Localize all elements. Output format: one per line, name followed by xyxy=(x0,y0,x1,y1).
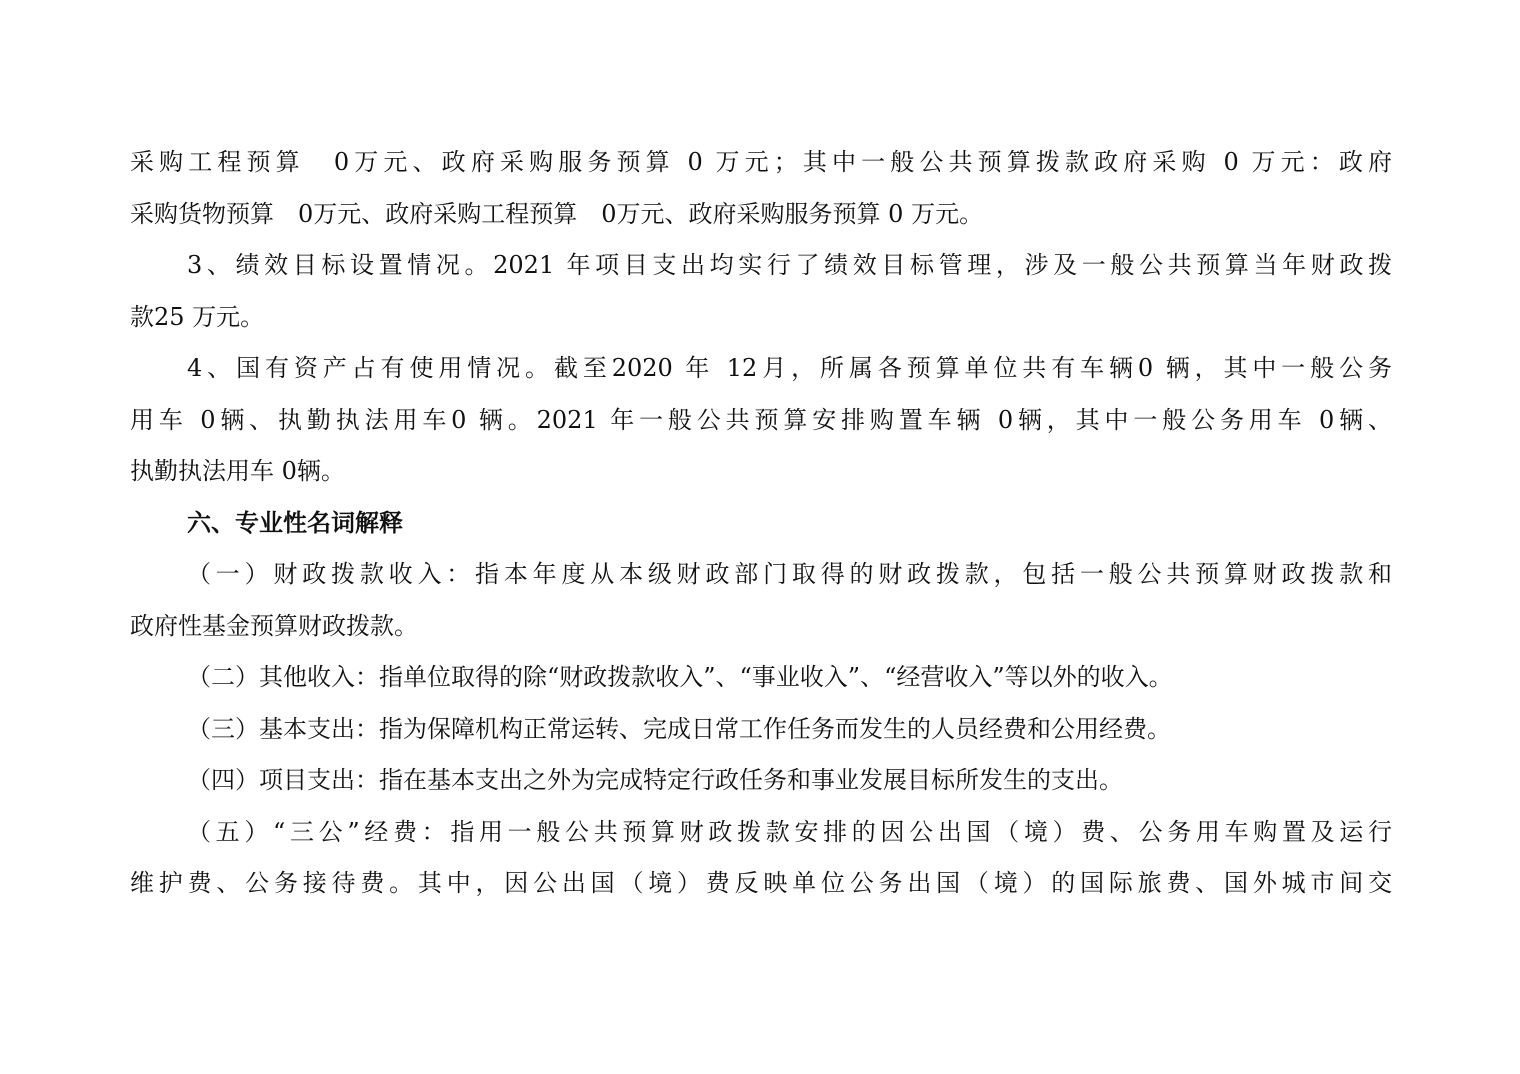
section-heading: 六、专业性名词解释 xyxy=(187,508,403,537)
text-line: （二）其他收入：指单位取得的除“财政拨款收入”、“事业收入”、“经营收入”等以外的收入。 xyxy=(187,663,1173,691)
text-line: 维护费、公务接待费。其中，因公出国（境）费反映单位公务出国（境）的国际旅费、国外城市间交 xyxy=(130,869,1392,897)
text-line: 采购工程预算 0万元、政府采购服务预算 0 万元；其中一般公共预算拨款政府采购 0 万元：政府 xyxy=(130,148,1392,176)
text-line: （一）财政拨款收入：指本年度从本级财政部门取得的财政拨款，包括一般公共预算财政拨款和 xyxy=(187,560,1392,588)
definition-other-income xyxy=(130,652,1392,704)
paragraph-performance-targets xyxy=(130,240,1392,343)
text-line: （五）“三公”经费：指用一般公共预算财政拨款安排的因公出国（境）费、公务用车购置及运行 xyxy=(187,817,1392,846)
text-line: 3、绩效目标设置情况。2021 年项目支出均实行了绩效目标管理，涉及一般公共预算当年财政拨 xyxy=(187,251,1392,279)
text-line: 执勤执法用车 0辆。 xyxy=(130,457,345,485)
text-line: 4、国有资产占有使用情况。截至2020 年 12月，所属各预算单位共有车辆0 辆，其中一般公务 xyxy=(187,354,1392,382)
definition-project-expenditure xyxy=(130,755,1392,807)
text-line: 用车 0辆、执勤执法用车0 辆。2021 年一般公共预算安排购置车辆 0辆，其中一般公务用车 0辆、 xyxy=(130,405,1392,434)
definition-basic-expenditure xyxy=(130,704,1392,756)
text-line: 采购货物预算 0万元、政府采购工程预算 0万元、政府采购服务预算 0 万元。 xyxy=(130,199,984,228)
paragraph-state-assets xyxy=(130,343,1392,498)
document-page xyxy=(130,137,1392,910)
text-line: （三）基本支出：指为保障机构正常运转、完成日常工作任务而发生的人员经费和公用经费。 xyxy=(187,714,1171,743)
definition-three-public-expenses xyxy=(130,807,1392,910)
text-line: 款25 万元。 xyxy=(130,302,265,331)
paragraph-procurement-continued xyxy=(130,137,1392,240)
definition-fiscal-appropriation-income xyxy=(130,549,1392,652)
text-line: 政府性基金预算财政拨款。 xyxy=(130,611,418,640)
text-line: （四）项目支出：指在基本支出之外为完成特定行政任务和事业发展目标所发生的支出。 xyxy=(187,766,1123,794)
